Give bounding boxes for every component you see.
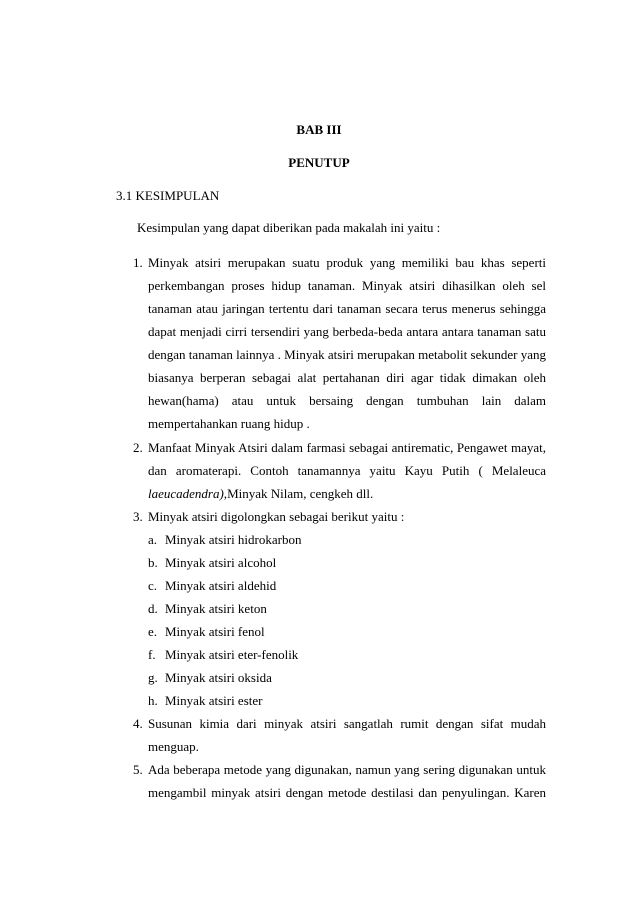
item1-line: dengan tanaman lainnya . Minyak atsiri merupakan metabolit sekunder yang	[148, 347, 546, 362]
item1-line: biasanya berperan sebagai alat pertahanan diri agar tidak dimakan oleh	[148, 370, 546, 385]
chapter-heading: BAB III	[296, 122, 342, 137]
item4-line: menguap.	[148, 739, 199, 754]
subitem-letter: g.	[148, 670, 158, 685]
item1-line: hewan(hama) atau untuk bersaing dengan tumbuhan lain dalam	[148, 393, 546, 408]
species-name: laeucadendra),	[148, 486, 228, 501]
subitem-text: Minyak atsiri hidrokarbon	[165, 532, 302, 547]
chapter-title: PENUTUP	[288, 155, 350, 170]
item1-line: tanaman atau jaringan tertentu dari tanaman secara terus menerus sehingga	[148, 301, 546, 316]
list-number-3: 3.	[133, 509, 143, 524]
item5-line: Ada beberapa metode yang digunakan, namun yang sering digunakan untuk	[148, 762, 546, 777]
intro-paragraph: Kesimpulan yang dapat diberikan pada makalah ini yaitu :	[137, 220, 441, 235]
item5-line: mengambil minyak atsiri dengan metode destilasi dan penyulingan. Karen	[148, 785, 546, 800]
subitem-text: Minyak atsiri aldehid	[165, 578, 277, 593]
subitem-letter: c.	[148, 578, 158, 593]
list-number-2: 2.	[133, 440, 143, 455]
item2-line: Manfaat Minyak Atsiri dalam farmasi sebagai antirematic, Pengawet mayat,	[148, 440, 546, 455]
subitem-letter: e.	[148, 624, 158, 639]
subitem-letter: b.	[148, 555, 158, 570]
subitem-letter: f.	[148, 647, 156, 662]
subitem-text: Minyak atsiri keton	[165, 601, 267, 616]
subitem-letter: h.	[148, 693, 158, 708]
subitem-text: Minyak atsiri oksida	[165, 670, 272, 685]
item2-line	[148, 486, 373, 501]
item1-line: dapat menjadi cirri tersendiri yang berbeda-beda antara antara tanaman satu	[148, 324, 546, 339]
subitem-text: Minyak atsiri alcohol	[165, 555, 277, 570]
subitem-letter: a.	[148, 532, 158, 547]
list-number-5: 5.	[133, 762, 143, 777]
item3-line: Minyak atsiri digolongkan sebagai berikut yaitu :	[148, 509, 405, 524]
subitem-text: Minyak atsiri fenol	[165, 624, 265, 639]
item1-line: mempertahankan ruang hidup .	[148, 416, 310, 431]
item1-line: Minyak atsiri merupakan suatu produk yang memiliki bau khas seperti	[148, 255, 546, 270]
item2-line: dan aromaterapi. Contoh tanamannya yaitu Kayu Putih ( Melaleuca	[148, 463, 546, 478]
subitem-text: Minyak atsiri ester	[165, 693, 263, 708]
item4-line: Susunan kimia dari minyak atsiri sangatlah rumit dengan sifat mudah	[148, 716, 546, 731]
item2-line3-rest: Minyak Nilam, cengkeh dll.	[227, 486, 374, 501]
item1-line: perkembangan proses hidup tanaman. Minyak atsiri dihasilkan oleh sel	[148, 278, 546, 293]
list-number-1: 1.	[133, 255, 143, 270]
section-heading: 3.1 KESIMPULAN	[116, 188, 220, 203]
list-number-4: 4.	[133, 716, 143, 731]
subitem-text: Minyak atsiri eter-fenolik	[165, 647, 299, 662]
subitem-letter: d.	[148, 601, 158, 616]
